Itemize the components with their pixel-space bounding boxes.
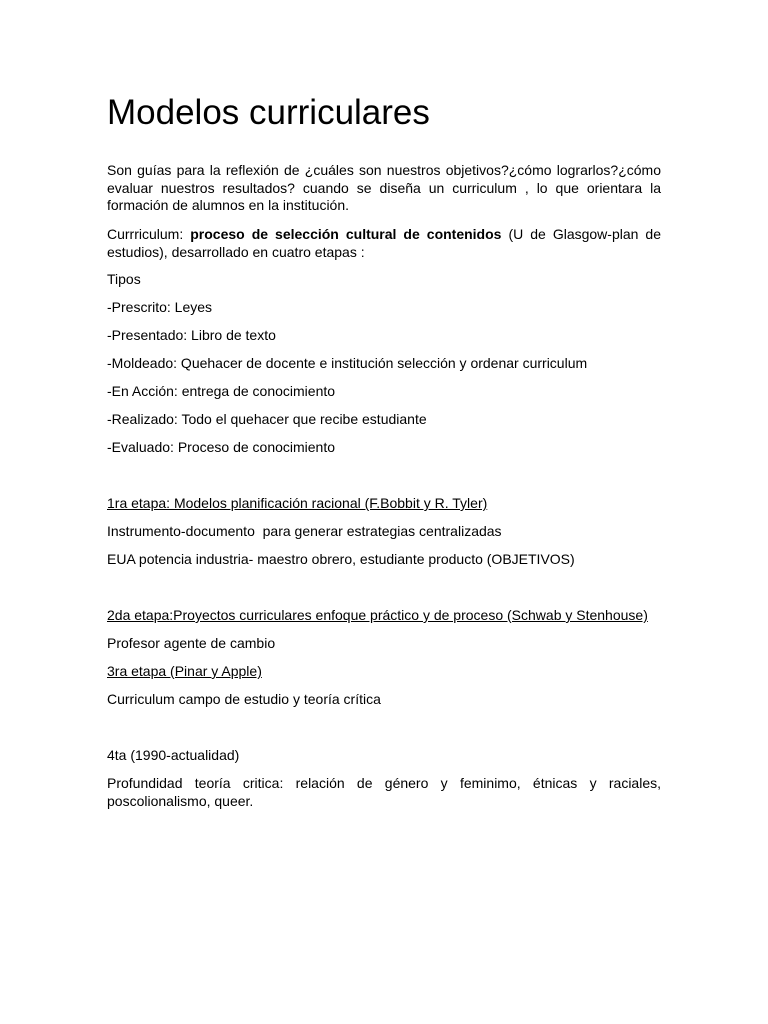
etapa1-line: EUA potencia industria- maestro obrero, estudiante producto (OBJETIVOS): [107, 551, 575, 567]
etapa1-heading: 1ra etapa: Modelos planificación racional (F.Bobbit y R. Tyler): [107, 495, 488, 511]
etapa4-paragraph: Profundidad teoría critica: relación de género y feminimo, étnicas y raciales, poscolionalismo, queer.: [107, 775, 661, 809]
curriculum-label: Currriculum:: [107, 226, 191, 242]
tipos-heading: Tipos: [107, 271, 141, 287]
etapa3-heading: 3ra etapa (Pinar y Apple): [107, 663, 262, 679]
tipo-item: -Prescrito: Leyes: [107, 299, 213, 315]
document-title: Modelos curriculares: [107, 93, 430, 132]
intro-paragraph: Son guías para la reflexión de ¿cuáles son nuestros objetivos?¿cómo lograrlos?¿cómo evaluar nuestros resultados? cuando se diseña un curriculum , lo que orientara la formación de alumnos en la institución.: [107, 162, 661, 213]
tipo-item: -Moldeado: Quehacer de docente e institución selección y ordenar curriculum: [107, 355, 588, 371]
etapa1-line: Instrumento-documento para generar estrategias centralizadas: [107, 523, 502, 539]
tipo-item: -Evaluado: Proceso de conocimiento: [107, 439, 336, 455]
curriculum-bold-phrase: proceso de selección cultural de contenidos: [190, 226, 502, 242]
etapa2-line: Profesor agente de cambio: [107, 635, 276, 651]
curriculum-definition: [107, 226, 661, 261]
tipo-item: -Realizado: Todo el quehacer que recibe estudiante: [107, 411, 427, 427]
etapa4-heading: 4ta (1990-actualidad): [107, 747, 240, 763]
tipo-item: -Presentado: Libro de texto: [107, 327, 276, 343]
tipo-item: -En Acción: entrega de conocimiento: [107, 383, 336, 399]
curriculum-rest: (U de Glasgow-plan de estudios), desarrollado en cuatro etapas :: [107, 226, 661, 260]
etapa3-line: Curriculum campo de estudio y teoría crítica: [107, 691, 381, 707]
etapa2-heading: 2da etapa:Proyectos curriculares enfoque práctico y de proceso (Schwab y Stenhouse): [107, 607, 648, 623]
